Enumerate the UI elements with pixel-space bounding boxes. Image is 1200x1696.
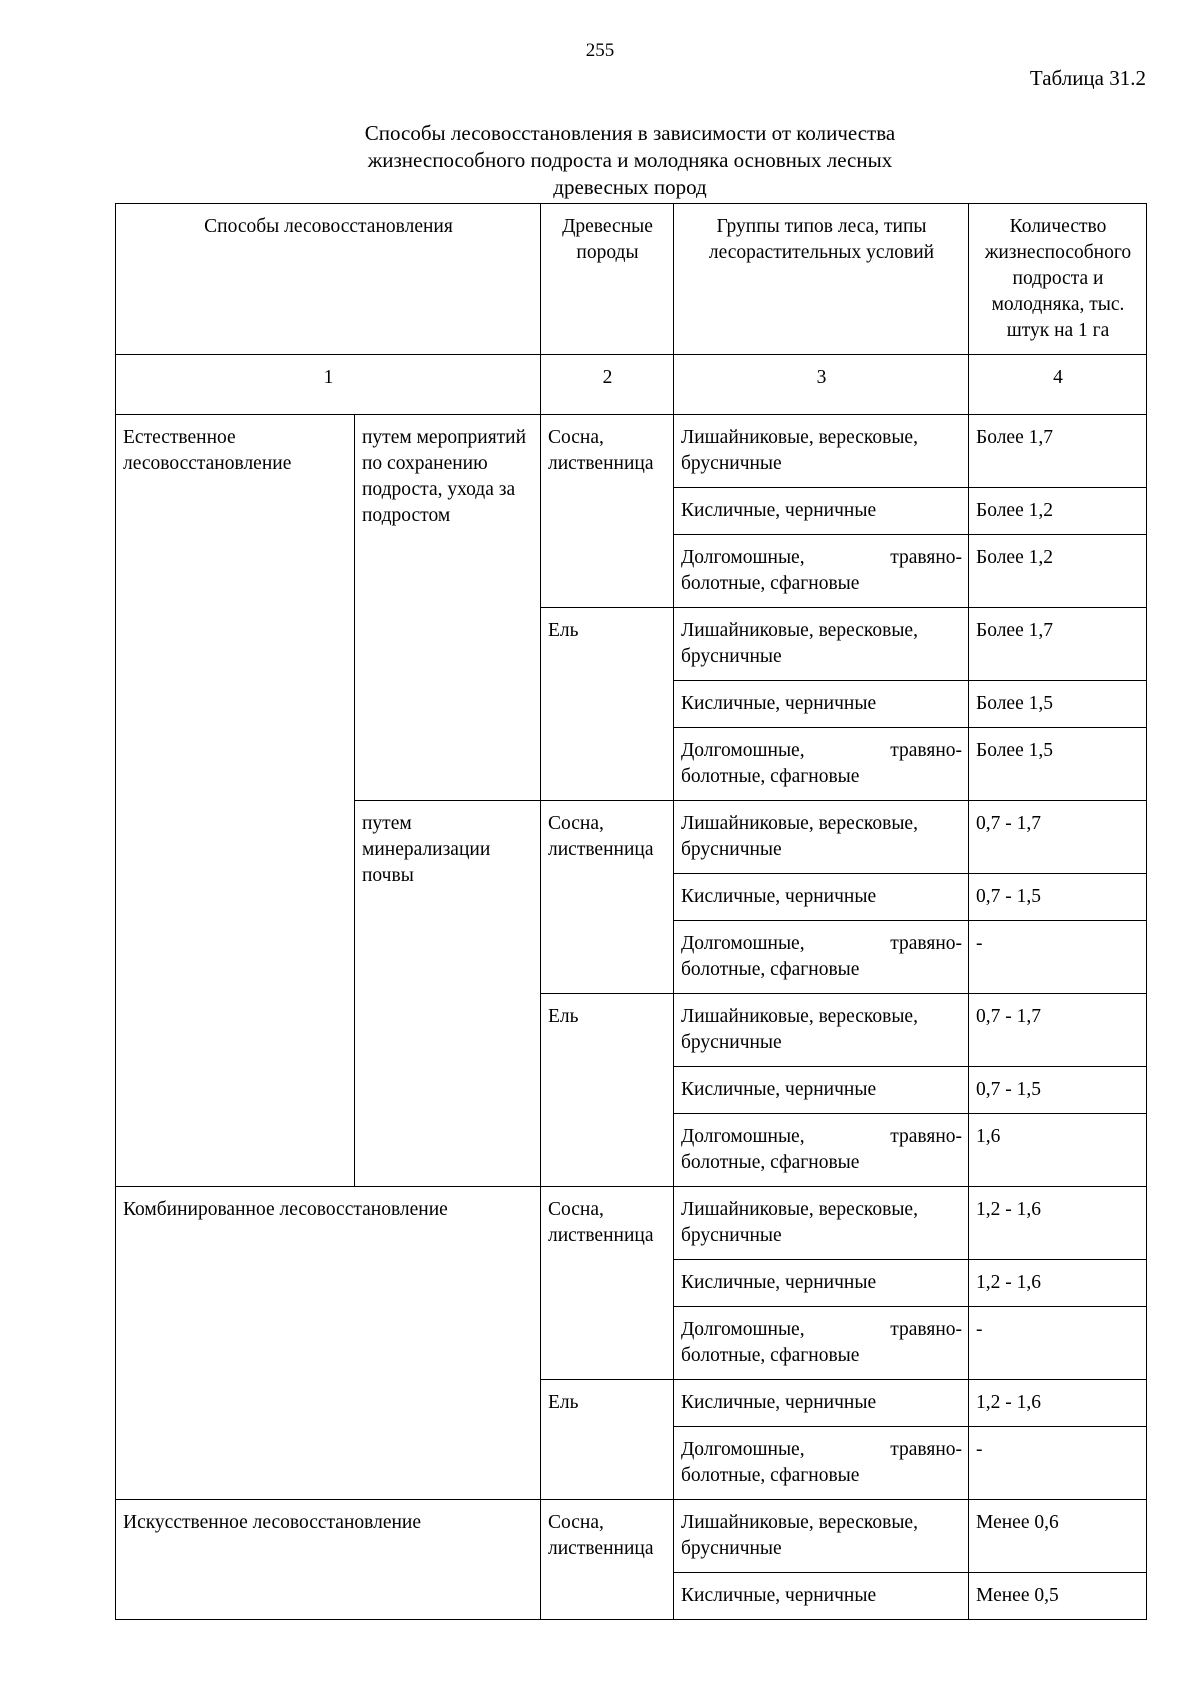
quantity-cell: - — [969, 921, 1147, 994]
column-number: 4 — [969, 355, 1147, 415]
forest-type-text: травяно- — [890, 547, 962, 568]
forest-type-cell: Кисличные, черничные — [674, 1380, 969, 1427]
forest-type-cell: Лишайниковые, вересковые, брусничные — [674, 1500, 969, 1573]
forest-type-cell: Лишайниковые, вересковые, брусничные — [674, 1187, 969, 1260]
quantity-cell: Менее 0,5 — [969, 1573, 1147, 1620]
forest-type-cell — [674, 535, 969, 608]
table-title — [290, 120, 970, 201]
species-cell: Сосна, лиственница — [541, 415, 674, 608]
quantity-cell: Более 1,5 — [969, 681, 1147, 728]
forest-type-cell — [674, 728, 969, 801]
species-cell: Ель — [541, 1380, 674, 1500]
header-forest-types: Группы типов леса, типы лесорастительных условий — [674, 204, 969, 355]
forest-type-cell: Лишайниковые, вересковые, брусничные — [674, 415, 969, 488]
quantity-cell: - — [969, 1427, 1147, 1500]
forest-type-text: травяно- — [890, 740, 962, 761]
page-number: 255 — [585, 40, 615, 61]
forest-type-cell: Кисличные, черничные — [674, 488, 969, 535]
title-line: Способы лесовосстановления в зависимости от количества — [364, 121, 896, 145]
reforestation-table — [115, 203, 1147, 1620]
forest-type-text: Долгомошные, — [681, 1439, 805, 1460]
quantity-cell: 1,6 — [969, 1114, 1147, 1187]
species-cell: Сосна, лиственница — [541, 1187, 674, 1380]
quantity-cell: - — [969, 1307, 1147, 1380]
quantity-cell: 0,7 - 1,7 — [969, 801, 1147, 874]
forest-type-text: болотные, сфагновые — [681, 1345, 860, 1366]
forest-type-text: болотные, сфагновые — [681, 959, 860, 980]
forest-type-cell — [674, 1307, 969, 1380]
forest-type-cell: Кисличные, черничные — [674, 1067, 969, 1114]
forest-type-text: Долгомошные, — [681, 740, 805, 761]
forest-type-text: болотные, сфагновые — [681, 1465, 860, 1486]
species-cell: Ель — [541, 608, 674, 801]
table-label: Таблица 31.2 — [1029, 66, 1146, 90]
forest-type-text: болотные, сфагновые — [681, 1152, 860, 1173]
quantity-cell: Более 1,7 — [969, 608, 1147, 681]
quantity-cell: 1,2 - 1,6 — [969, 1187, 1147, 1260]
column-number: 3 — [674, 355, 969, 415]
column-number: 2 — [541, 355, 674, 415]
method-combined: Комбинированное лесовосстановление — [116, 1187, 541, 1500]
species-cell: Сосна, лиственница — [541, 801, 674, 994]
quantity-cell: 0,7 - 1,5 — [969, 1067, 1147, 1114]
table-row — [116, 415, 1147, 488]
submethod-preservation: путем мероприятий по сохранению подроста, ухода за подростом — [355, 415, 541, 801]
forest-type-text: Долгомошные, — [681, 1319, 805, 1340]
forest-type-text: болотные, сфагновые — [681, 766, 860, 787]
forest-type-text: Долгомошные, — [681, 547, 805, 568]
quantity-cell: 0,7 - 1,7 — [969, 994, 1147, 1067]
forest-type-cell: Лишайниковые, вересковые, брусничные — [674, 994, 969, 1067]
forest-type-text: Долгомошные, — [681, 1126, 805, 1147]
quantity-cell: 1,2 - 1,6 — [969, 1260, 1147, 1307]
forest-type-cell: Кисличные, черничные — [674, 1260, 969, 1307]
quantity-cell: Менее 0,6 — [969, 1500, 1147, 1573]
header-species: Древесные породы — [541, 204, 674, 355]
table-row — [116, 1500, 1147, 1573]
quantity-cell: 1,2 - 1,6 — [969, 1380, 1147, 1427]
forest-type-text: болотные, сфагновые — [681, 573, 860, 594]
title-line: жизнеспособного подроста и молодняка основных лесных — [367, 148, 893, 172]
species-cell: Ель — [541, 994, 674, 1187]
header-quantity: Количество жизнеспособного подроста и молодняка, тыс. штук на 1 га — [969, 204, 1147, 355]
forest-type-cell: Лишайниковые, вересковые, брусничные — [674, 608, 969, 681]
header-methods: Способы лесовосстановления — [116, 204, 541, 355]
submethod-mineralization: путем минерализации почвы — [355, 801, 541, 1187]
forest-type-text: травяно- — [890, 933, 962, 954]
column-number-row — [116, 355, 1147, 415]
forest-type-text: Долгомошные, — [681, 933, 805, 954]
quantity-cell: Более 1,7 — [969, 415, 1147, 488]
forest-type-text: травяно- — [890, 1439, 962, 1460]
species-cell: Сосна, лиственница — [541, 1500, 674, 1620]
forest-type-cell: Кисличные, черничные — [674, 874, 969, 921]
table-row — [116, 1187, 1147, 1260]
quantity-cell: Более 1,2 — [969, 488, 1147, 535]
forest-type-cell — [674, 1114, 969, 1187]
method-natural: Естественное лесовосстановление — [116, 415, 355, 1187]
quantity-cell: Более 1,5 — [969, 728, 1147, 801]
forest-type-text: травяно- — [890, 1126, 962, 1147]
forest-type-cell — [674, 1427, 969, 1500]
quantity-cell: 0,7 - 1,5 — [969, 874, 1147, 921]
method-artificial: Искусственное лесовосстановление — [116, 1500, 541, 1620]
column-number: 1 — [116, 355, 541, 415]
header-row — [116, 204, 1147, 355]
quantity-cell: Более 1,2 — [969, 535, 1147, 608]
forest-type-cell: Кисличные, черничные — [674, 681, 969, 728]
forest-type-text: травяно- — [890, 1319, 962, 1340]
forest-type-cell — [674, 921, 969, 994]
title-line: древесных пород — [553, 175, 707, 199]
forest-type-cell: Лишайниковые, вересковые, брусничные — [674, 801, 969, 874]
forest-type-cell: Кисличные, черничные — [674, 1573, 969, 1620]
